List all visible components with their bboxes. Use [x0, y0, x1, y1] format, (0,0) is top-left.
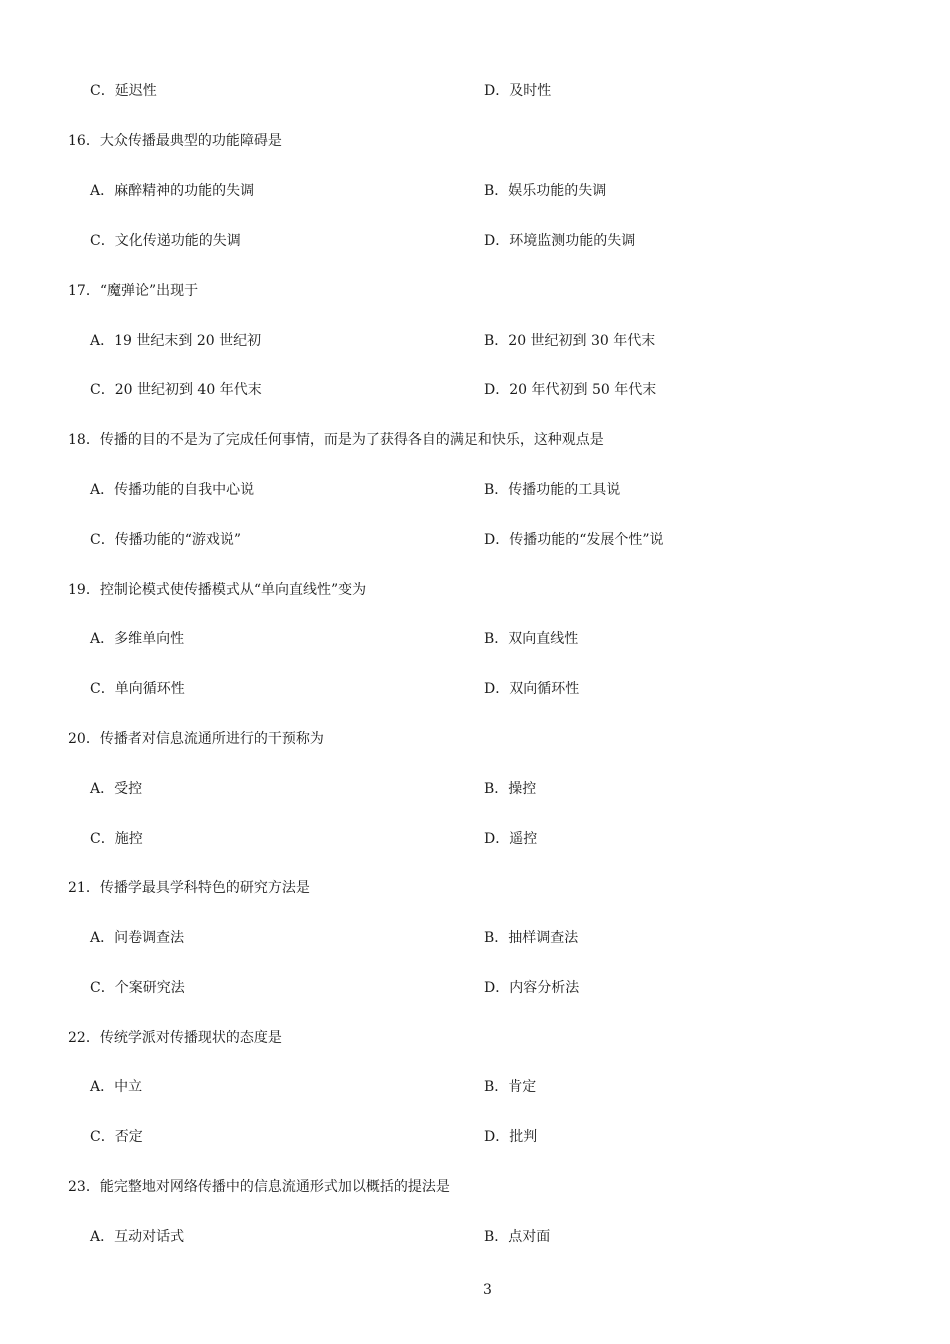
question-18: 18．传播的目的不是为了完成任何事情，而是为了获得各自的满足和快乐，这种观点是 — [68, 432, 604, 448]
question-19: 19．控制论模式使传播模式从“单向直线性”变为 — [68, 582, 367, 598]
option-a-q19: A．多维单向性 — [90, 631, 185, 647]
option-a-q21: A．问卷调查法 — [90, 930, 185, 946]
option-b-q20: B．操控 — [484, 781, 537, 797]
option-a-q18: A．传播功能的自我中心说 — [90, 482, 255, 498]
option-a-q23: A．互动对话式 — [90, 1229, 185, 1245]
option-b-q17: B．20 世纪初到 30 年代末 — [484, 333, 656, 349]
option-d-q18: D．传播功能的“发展个性”说 — [484, 532, 664, 548]
option-b-q23: B．点对面 — [484, 1229, 551, 1245]
option-d-q17: D．20 年代初到 50 年代末 — [484, 382, 657, 398]
option-d-q16: D．环境监测功能的失调 — [484, 233, 636, 249]
option-b-q16: B．娱乐功能的失调 — [484, 183, 607, 199]
option-b-q22: B．肯定 — [484, 1079, 537, 1095]
question-17: 17．“魔弹论”出现于 — [68, 283, 199, 299]
question-20: 20．传播者对信息流通所进行的干预称为 — [68, 731, 324, 747]
option-c-q19: C．单向循环性 — [90, 681, 185, 697]
page-number: 3 — [483, 1282, 492, 1298]
option-b-q21: B．抽样调查法 — [484, 930, 579, 946]
option-c-q17: C．20 世纪初到 40 年代末 — [90, 382, 262, 398]
option-d-q20: D．遥控 — [484, 831, 538, 847]
option-d-q15: D．及时性 — [484, 83, 552, 99]
option-d-q22: D．批判 — [484, 1129, 538, 1145]
option-b-q18: B．传播功能的工具说 — [484, 482, 621, 498]
option-c-q18: C．传播功能的“游戏说” — [90, 532, 242, 548]
option-c-q21: C．个案研究法 — [90, 980, 185, 996]
option-a-q22: A．中立 — [90, 1079, 143, 1095]
option-a-q17: A．19 世纪末到 20 世纪初 — [90, 333, 262, 349]
option-c-q20: C．施控 — [90, 831, 143, 847]
option-c-q16: C．文化传递功能的失调 — [90, 233, 241, 249]
option-b-q19: B．双向直线性 — [484, 631, 579, 647]
question-21: 21．传播学最具学科特色的研究方法是 — [68, 880, 310, 896]
option-c-q15: C．延迟性 — [90, 83, 157, 99]
option-d-q19: D．双向循环性 — [484, 681, 580, 697]
question-22: 22．传统学派对传播现状的态度是 — [68, 1030, 282, 1046]
option-c-q22: C．否定 — [90, 1129, 143, 1145]
option-a-q16: A．麻醉精神的功能的失调 — [90, 183, 255, 199]
question-23: 23．能完整地对网络传播中的信息流通形式加以概括的提法是 — [68, 1179, 450, 1195]
option-a-q20: A．受控 — [90, 781, 143, 797]
option-d-q21: D．内容分析法 — [484, 980, 580, 996]
question-16: 16．大众传播最典型的功能障碍是 — [68, 133, 282, 149]
